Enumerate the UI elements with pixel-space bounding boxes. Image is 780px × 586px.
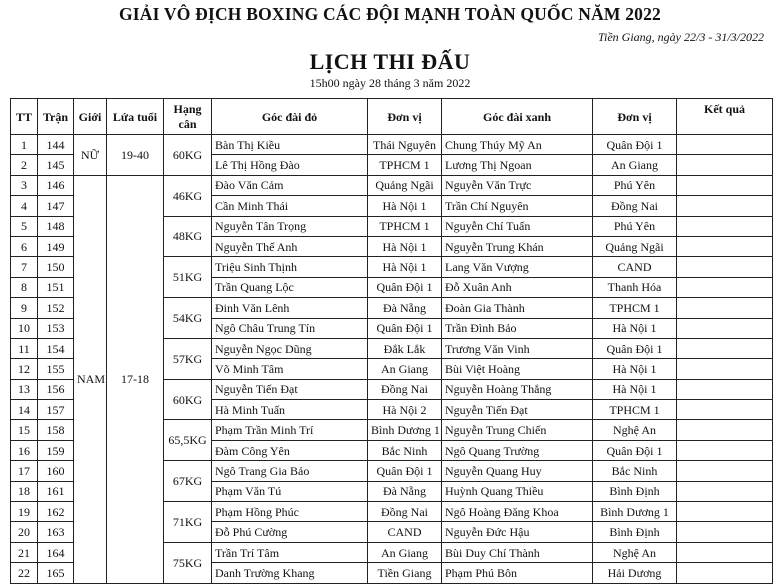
match-number: 148 [38, 216, 74, 236]
red-corner-boxer: Phạm Trần Minh Trí [212, 420, 368, 440]
result-cell [677, 400, 773, 420]
result-cell [677, 298, 773, 318]
col-header-tt: TT [11, 99, 38, 135]
col-header-blue-corner: Góc đài xanh [442, 99, 593, 135]
red-corner-boxer: Võ Minh Tâm [212, 359, 368, 379]
schedule-title: LỊCH THI ĐẤU [309, 49, 471, 74]
row-number: 22 [11, 563, 38, 583]
match-number: 156 [38, 379, 74, 399]
red-corner-boxer: Nguyễn Thế Anh [212, 236, 368, 256]
col-header-red-corner: Góc đài đỏ [212, 99, 368, 135]
blue-corner-boxer: Đoàn Gia Thành [442, 298, 593, 318]
col-header-red-unit: Đơn vị [368, 99, 442, 135]
row-number: 1 [11, 135, 38, 155]
match-number: 147 [38, 196, 74, 216]
blue-corner-unit: Đồng Nai [593, 196, 677, 216]
match-number: 146 [38, 175, 74, 195]
place-date: Tiền Giang, ngày 22/3 - 31/3/2022 [598, 30, 764, 44]
red-corner-unit: An Giang [368, 359, 442, 379]
result-cell [677, 359, 773, 379]
blue-corner-unit: Bình Định [593, 481, 677, 501]
col-header-age: Lứa tuổi [107, 99, 164, 135]
red-corner-boxer: Lê Thị Hồng Đào [212, 155, 368, 175]
match-number: 149 [38, 236, 74, 256]
col-header-weight: Hạng cân [164, 99, 212, 135]
blue-corner-unit: Thanh Hóa [593, 277, 677, 297]
col-header-gender: Giới [74, 99, 107, 135]
gender-cell: NỮ [74, 135, 107, 176]
blue-corner-unit: Nghệ An [593, 420, 677, 440]
blue-corner-unit: Hải Dương [593, 563, 677, 583]
blue-corner-unit: Hà Nội 1 [593, 318, 677, 338]
red-corner-boxer: Đàm Công Yên [212, 440, 368, 460]
result-cell [677, 196, 773, 216]
blue-corner-boxer: Nguyễn Tiến Đạt [442, 400, 593, 420]
result-cell [677, 440, 773, 460]
red-corner-unit: Tiền Giang [368, 563, 442, 583]
blue-corner-boxer: Bùi Việt Hoàng [442, 359, 593, 379]
row-number: 17 [11, 461, 38, 481]
red-corner-unit: Quân Đội 1 [368, 277, 442, 297]
blue-corner-boxer: Nguyễn Quang Huy [442, 461, 593, 481]
red-corner-boxer: Đào Văn Cảm [212, 175, 368, 195]
row-number: 8 [11, 277, 38, 297]
row-number: 10 [11, 318, 38, 338]
blue-corner-boxer: Nguyễn Chí Tuấn [442, 216, 593, 236]
table-row [11, 135, 773, 155]
blue-corner-unit: Nghệ An [593, 542, 677, 562]
match-number: 161 [38, 481, 74, 501]
result-cell [677, 175, 773, 195]
match-number: 162 [38, 502, 74, 522]
tournament-title: GIẢI VÔ ĐỊCH BOXING CÁC ĐỘI MẠNH TOÀN QUỐC NĂM 2022 [118, 4, 662, 24]
red-corner-boxer: Ngô Châu Trung Tín [212, 318, 368, 338]
weight-class-cell: 60KG [164, 379, 212, 420]
weight-class-cell: 71KG [164, 502, 212, 543]
blue-corner-boxer: Nguyễn Văn Trực [442, 175, 593, 195]
red-corner-unit: Hà Nội 1 [368, 257, 442, 277]
blue-corner-unit: Hà Nội 1 [593, 379, 677, 399]
schedule-time: 15h00 ngày 28 tháng 3 năm 2022 [309, 76, 471, 90]
red-corner-unit: Đồng Nai [368, 502, 442, 522]
blue-corner-boxer: Ngô Quang Trường [442, 440, 593, 460]
weight-class-cell: 75KG [164, 542, 212, 583]
row-number: 19 [11, 502, 38, 522]
result-cell [677, 155, 773, 175]
row-number: 21 [11, 542, 38, 562]
blue-corner-boxer: Ngô Hoàng Đăng Khoa [442, 502, 593, 522]
red-corner-boxer: Cần Minh Thái [212, 196, 368, 216]
red-corner-boxer: Nguyễn Ngọc Dũng [212, 338, 368, 358]
result-cell [677, 257, 773, 277]
red-corner-unit: An Giang [368, 542, 442, 562]
row-number: 12 [11, 359, 38, 379]
blue-corner-boxer: Phạm Phú Bôn [442, 563, 593, 583]
blue-corner-unit: Quân Đội 1 [593, 135, 677, 155]
red-corner-boxer: Phạm Hồng Phúc [212, 502, 368, 522]
red-corner-unit: Quảng Ngãi [368, 175, 442, 195]
col-header-match: Trận [38, 99, 74, 135]
red-corner-unit: Hà Nội 2 [368, 400, 442, 420]
red-corner-unit: Bình Dương 1 [368, 420, 442, 440]
red-corner-unit: Quân Đội 1 [368, 318, 442, 338]
blue-corner-unit: CAND [593, 257, 677, 277]
red-corner-boxer: Đỗ Phú Cường [212, 522, 368, 542]
match-number: 145 [38, 155, 74, 175]
weight-class-cell: 60KG [164, 135, 212, 176]
blue-corner-boxer: Nguyễn Hoàng Thắng [442, 379, 593, 399]
red-corner-unit: Quân Đội 1 [368, 461, 442, 481]
blue-corner-unit: Hà Nội 1 [593, 359, 677, 379]
row-number: 20 [11, 522, 38, 542]
match-number: 159 [38, 440, 74, 460]
match-number: 154 [38, 338, 74, 358]
blue-corner-unit: Quân Đội 1 [593, 338, 677, 358]
match-number: 164 [38, 542, 74, 562]
red-corner-unit: Hà Nội 1 [368, 196, 442, 216]
row-number: 5 [11, 216, 38, 236]
col-header-blue-unit: Đơn vị [593, 99, 677, 135]
row-number: 2 [11, 155, 38, 175]
weight-class-cell: 67KG [164, 461, 212, 502]
red-corner-unit: Bắc Ninh [368, 440, 442, 460]
result-cell [677, 420, 773, 440]
blue-corner-boxer: Nguyễn Trung Chiến [442, 420, 593, 440]
result-cell [677, 502, 773, 522]
weight-class-cell: 51KG [164, 257, 212, 298]
row-number: 3 [11, 175, 38, 195]
red-corner-unit: Đồng Nai [368, 379, 442, 399]
blue-corner-unit: Quảng Ngãi [593, 236, 677, 256]
blue-corner-boxer: Trương Văn Vinh [442, 338, 593, 358]
blue-corner-unit: TPHCM 1 [593, 298, 677, 318]
row-number: 18 [11, 481, 38, 501]
blue-corner-boxer: Đỗ Xuân Anh [442, 277, 593, 297]
result-cell [677, 277, 773, 297]
red-corner-boxer: Bàn Thị Kiều [212, 135, 368, 155]
red-corner-unit: Đắk Lắk [368, 338, 442, 358]
match-number: 158 [38, 420, 74, 440]
red-corner-boxer: Nguyễn Tân Trọng [212, 216, 368, 236]
col-header-result: Kết quả [677, 99, 773, 135]
row-number: 16 [11, 440, 38, 460]
red-corner-boxer: Danh Trường Khang [212, 563, 368, 583]
schedule-body [11, 135, 773, 584]
match-number: 150 [38, 257, 74, 277]
table-header-row [11, 99, 773, 135]
result-cell [677, 338, 773, 358]
blue-corner-boxer: Huỳnh Quang Thiều [442, 481, 593, 501]
match-number: 160 [38, 461, 74, 481]
result-cell [677, 522, 773, 542]
result-cell [677, 135, 773, 155]
row-number: 9 [11, 298, 38, 318]
weight-class-cell: 57KG [164, 338, 212, 379]
red-corner-unit: Hà Nội 1 [368, 236, 442, 256]
result-cell [677, 461, 773, 481]
red-corner-boxer: Nguyễn Tiến Đạt [212, 379, 368, 399]
schedule-table [10, 98, 773, 584]
red-corner-boxer: Trần Quang Lộc [212, 277, 368, 297]
row-number: 11 [11, 338, 38, 358]
match-number: 153 [38, 318, 74, 338]
red-corner-boxer: Ngô Trang Gia Bảo [212, 461, 368, 481]
row-number: 7 [11, 257, 38, 277]
blue-corner-boxer: Lang Văn Vượng [442, 257, 593, 277]
blue-corner-boxer: Nguyễn Trung Khán [442, 236, 593, 256]
result-cell [677, 481, 773, 501]
blue-corner-unit: Bình Định [593, 522, 677, 542]
result-cell [677, 542, 773, 562]
red-corner-unit: CAND [368, 522, 442, 542]
result-cell [677, 379, 773, 399]
blue-corner-boxer: Lương Thị Ngoan [442, 155, 593, 175]
result-cell [677, 216, 773, 236]
blue-corner-unit: Bình Dương 1 [593, 502, 677, 522]
match-number: 163 [38, 522, 74, 542]
age-cell: 19-40 [107, 135, 164, 176]
age-cell: 17-18 [107, 175, 164, 583]
weight-class-cell: 46KG [164, 175, 212, 216]
red-corner-unit: Thái Nguyên [368, 135, 442, 155]
match-number: 144 [38, 135, 74, 155]
red-corner-unit: Đà Nẵng [368, 481, 442, 501]
row-number: 14 [11, 400, 38, 420]
result-cell [677, 563, 773, 583]
blue-corner-unit: Quân Đội 1 [593, 440, 677, 460]
red-corner-boxer: Triệu Sinh Thịnh [212, 257, 368, 277]
match-number: 152 [38, 298, 74, 318]
red-corner-unit: Đà Nẵng [368, 298, 442, 318]
blue-corner-unit: An Giang [593, 155, 677, 175]
row-number: 6 [11, 236, 38, 256]
blue-corner-boxer: Trần Chí Nguyên [442, 196, 593, 216]
red-corner-unit: TPHCM 1 [368, 216, 442, 236]
blue-corner-unit: Bắc Ninh [593, 461, 677, 481]
match-number: 165 [38, 563, 74, 583]
blue-corner-unit: Phú Yên [593, 216, 677, 236]
blue-corner-boxer: Bùi Duy Chí Thành [442, 542, 593, 562]
weight-class-cell: 48KG [164, 216, 212, 257]
result-cell [677, 236, 773, 256]
red-corner-boxer: Đinh Văn Lênh [212, 298, 368, 318]
blue-corner-boxer: Nguyễn Đức Hậu [442, 522, 593, 542]
result-cell [677, 318, 773, 338]
blue-corner-unit: Phú Yên [593, 175, 677, 195]
blue-corner-unit: TPHCM 1 [593, 400, 677, 420]
weight-class-cell: 65,5KG [164, 420, 212, 461]
red-corner-boxer: Phạm Văn Tú [212, 481, 368, 501]
gender-cell: NAM [74, 175, 107, 583]
red-corner-boxer: Trần Trí Tâm [212, 542, 368, 562]
row-number: 4 [11, 196, 38, 216]
red-corner-boxer: Hà Minh Tuấn [212, 400, 368, 420]
row-number: 13 [11, 379, 38, 399]
table-row [11, 175, 773, 195]
match-number: 151 [38, 277, 74, 297]
red-corner-unit: TPHCM 1 [368, 155, 442, 175]
blue-corner-boxer: Chung Thúy Mỹ An [442, 135, 593, 155]
weight-class-cell: 54KG [164, 298, 212, 339]
blue-corner-boxer: Trần Đình Bảo [442, 318, 593, 338]
match-number: 155 [38, 359, 74, 379]
row-number: 15 [11, 420, 38, 440]
match-number: 157 [38, 400, 74, 420]
